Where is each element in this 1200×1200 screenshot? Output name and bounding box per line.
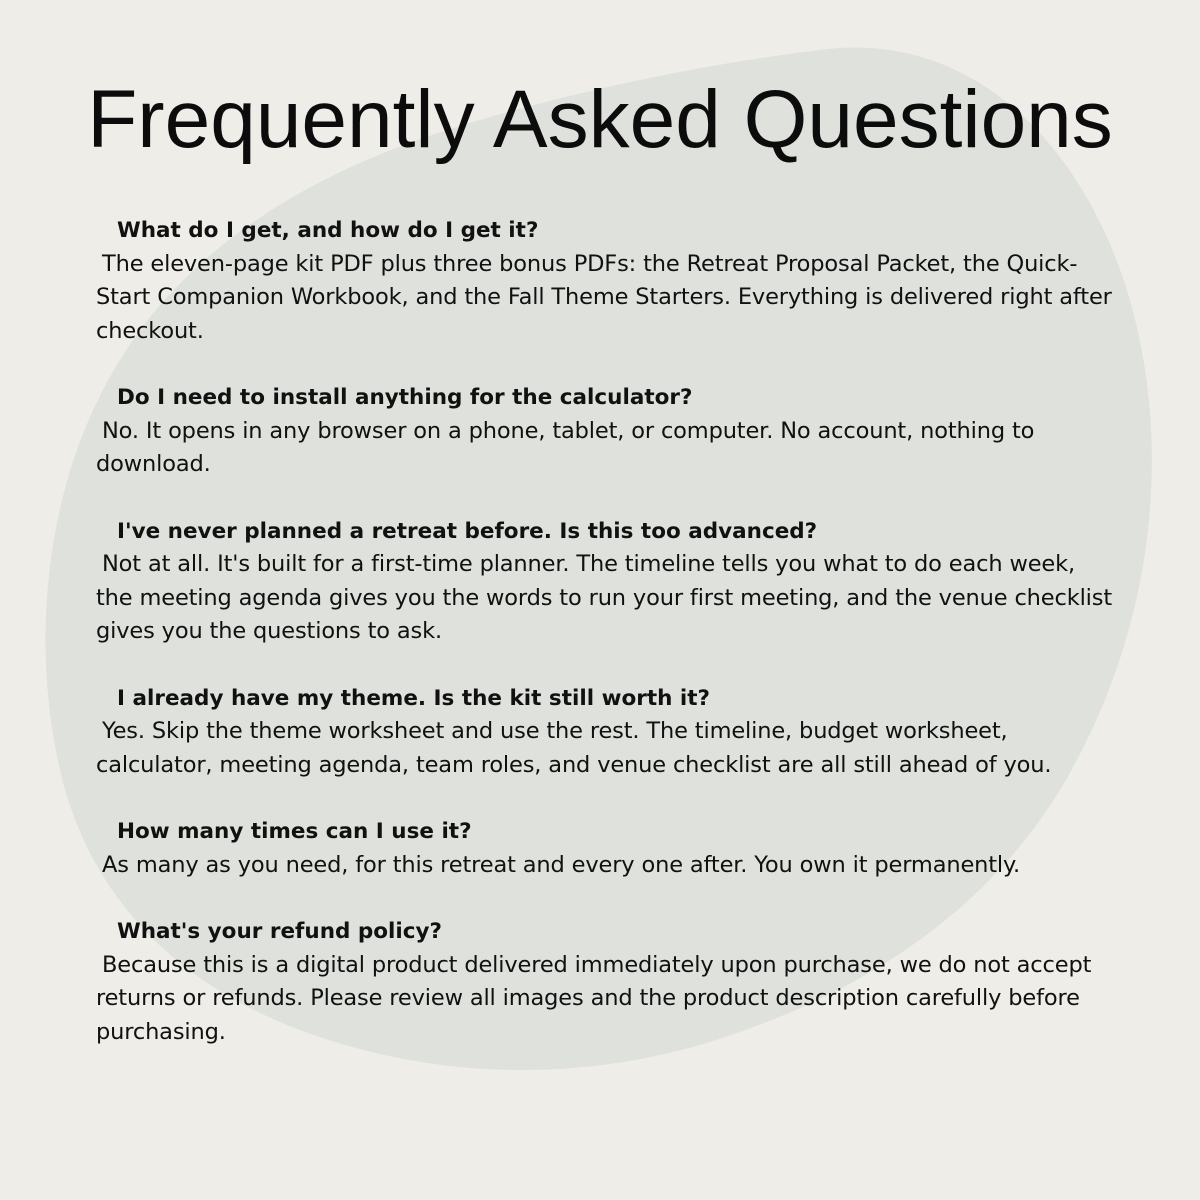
faq-item xyxy=(96,815,1116,882)
faq-item xyxy=(96,915,1116,1049)
faq-question: I've never planned a retreat before. Is this too advanced? xyxy=(117,518,818,544)
faq-answer: Not at all. It's built for a first-time planner. The timeline tells you what to do each week, the meeting agenda gives you the words to run your first meeting, and the venue checklist gives you the questions to ask. xyxy=(96,551,1113,644)
faq-answer: Because this is a digital product delivered immediately upon purchase, we do not accept returns or refunds. Please review all images and the product description carefully before purchasing. xyxy=(96,951,1092,1045)
page-title: Frequently Asked Questions xyxy=(87,74,1113,165)
faq-question: I already have my theme. Is the kit still worth it? xyxy=(117,685,711,711)
faq-item xyxy=(96,515,1116,649)
faq-item xyxy=(96,214,1116,348)
faq-answer: No. It opens in any browser on a phone, tablet, or computer. No account, nothing to download. xyxy=(96,417,1035,477)
faq-question: How many times can I use it? xyxy=(117,819,472,844)
faq-question: What's your refund policy? xyxy=(117,919,443,944)
faq-answer: As many as you need, for this retreat and every one after. You own it permanently. xyxy=(102,851,1020,878)
faq-list xyxy=(96,214,1116,1082)
faq-question: What do I get, and how do I get it? xyxy=(117,218,539,243)
faq-question: Do I need to install anything for the calculator? xyxy=(117,385,693,410)
faq-answer: The eleven-page kit PDF plus three bonus PDFs: the Retreat Proposal Packet, the Quick-Start Companion Workbook, and the Fall Theme Starters. Everything is delivered right after checkout. xyxy=(96,250,1112,344)
faq-answer: Yes. Skip the theme worksheet and use the rest. The timeline, budget worksheet, calculator, meeting agenda, team roles, and venue checklist are all still ahead of you. xyxy=(96,718,1052,778)
faq-item xyxy=(96,381,1116,482)
faq-item xyxy=(96,682,1116,783)
